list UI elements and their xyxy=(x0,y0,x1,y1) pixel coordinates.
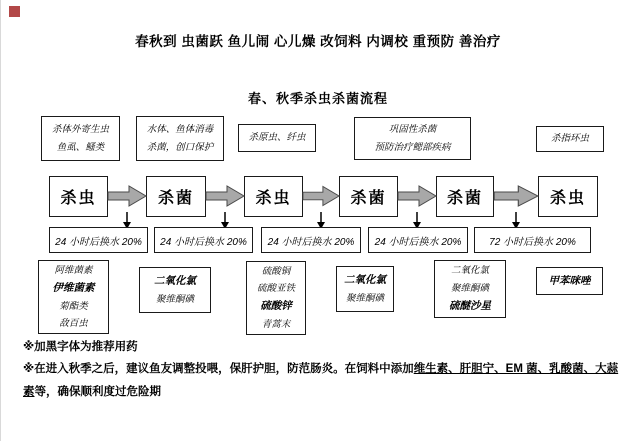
flow-step-label: 杀菌 xyxy=(157,190,194,207)
corner-red-marker xyxy=(9,6,20,17)
footnote-2-prefix: ※在进入秋季之后，建议鱼友调整投喂，保肝护胆，防范肠炎。在饲料中添加 xyxy=(23,363,414,376)
footnotes xyxy=(23,336,619,403)
medicine-box-3 xyxy=(246,261,306,335)
flow-step-label: 杀虫 xyxy=(255,190,292,207)
medicine-item-recommended: 二氧化氯 xyxy=(154,275,196,287)
right-arrow-icon xyxy=(302,184,340,208)
flow-step-4 xyxy=(339,176,398,217)
medicine-item: 聚维酮碘 xyxy=(345,292,384,304)
flow-step-3 xyxy=(244,176,303,217)
footnote-2-additives: 维生素、肝胆宁、EM 菌、乳酸菌、大蒜素 xyxy=(23,363,619,398)
flow-step-2 xyxy=(146,176,206,217)
annotation-line: 水体、鱼体消毒 xyxy=(146,124,214,136)
medicine-item: 菊酯类 xyxy=(59,300,88,312)
annotation-line: 预防治疗鳃部疾病 xyxy=(374,141,451,153)
annotation-box-dactylogyrus xyxy=(536,126,604,152)
medicine-item: 青蒿末 xyxy=(261,318,291,330)
medicine-item-recommended: 硫醚沙星 xyxy=(449,299,491,312)
water-change-label: 24 小时后换水 20% xyxy=(267,236,355,248)
footnote-2-suffix: 等，确保顺利度过危险期 xyxy=(34,385,161,398)
water-change-label: 24 小时后换水 20% xyxy=(160,236,247,248)
page-title: 春秋到 虫菌跃 鱼儿闹 心儿燥 改饲料 内调校 重预防 善治疗 xyxy=(135,34,501,49)
flow-step-label: 杀虫 xyxy=(549,190,586,207)
water-change-box-4 xyxy=(368,227,468,253)
right-arrow-icon xyxy=(205,184,245,208)
flow-step-5 xyxy=(436,176,494,217)
flow-step-1 xyxy=(49,176,108,217)
flow-step-6 xyxy=(538,176,598,217)
right-arrow-icon xyxy=(493,184,539,208)
medicine-item-recommended: 甲苯咪唑 xyxy=(548,274,591,287)
medicine-item: 硫酸亚铁 xyxy=(256,283,295,294)
flow-step-label: 杀虫 xyxy=(60,190,97,207)
water-change-box-5 xyxy=(474,227,591,253)
medicine-box-2 xyxy=(139,267,211,313)
medicine-item: 二氧化氯 xyxy=(450,265,489,277)
water-change-box-2 xyxy=(154,227,253,253)
medicine-box-4 xyxy=(336,266,394,312)
water-change-label: 24 小时后换水 20% xyxy=(55,236,142,248)
medicine-item: 聚维酮碘 xyxy=(450,282,489,294)
water-change-label: 72 小时后换水 20% xyxy=(489,236,576,248)
medicine-item-recommended: 二氧化氯 xyxy=(344,274,386,286)
medicine-item: 阿维菌素 xyxy=(54,264,93,276)
annotation-line: 杀原虫、纤虫 xyxy=(248,132,306,144)
annotation-line: 鱼虱、鳋类 xyxy=(56,141,105,153)
flow-step-label: 杀菌 xyxy=(446,190,483,207)
annotation-line: 杀指环虫 xyxy=(550,133,589,145)
right-arrow-icon xyxy=(107,184,147,208)
right-arrow-icon xyxy=(397,184,437,208)
annotation-line: 杀体外寄生虫 xyxy=(51,124,109,136)
medicine-box-5 xyxy=(434,260,506,318)
flow-step-label: 杀菌 xyxy=(350,190,387,207)
annotation-line: 杀菌，创口保护 xyxy=(146,141,214,153)
flow-subtitle: 春、秋季杀虫杀菌流程 xyxy=(247,91,388,106)
medicine-item: 敌百虫 xyxy=(59,317,88,329)
medicine-item: 聚维酮碘 xyxy=(155,293,194,305)
footnote-1: ※加黑字体为推荐用药 xyxy=(23,341,138,353)
annotation-line: 巩固性杀菌 xyxy=(388,124,437,136)
medicine-item: 硫酸铜 xyxy=(261,265,291,277)
medicine-box-6 xyxy=(536,267,603,295)
annotation-box-disinfect xyxy=(136,116,224,161)
medicine-item-recommended: 硫酸锌 xyxy=(260,300,292,313)
water-change-box-3 xyxy=(261,227,361,253)
annotation-box-protozoa xyxy=(238,124,316,152)
medicine-item-recommended: 伊维菌素 xyxy=(52,282,95,294)
medicine-box-1 xyxy=(38,260,109,334)
footnote-2 xyxy=(23,358,619,403)
water-change-label: 24 小时后换水 20% xyxy=(374,236,462,248)
water-change-box-1 xyxy=(49,227,148,253)
annotation-box-gill-disease xyxy=(354,117,471,160)
annotation-box-parasites xyxy=(41,116,120,161)
